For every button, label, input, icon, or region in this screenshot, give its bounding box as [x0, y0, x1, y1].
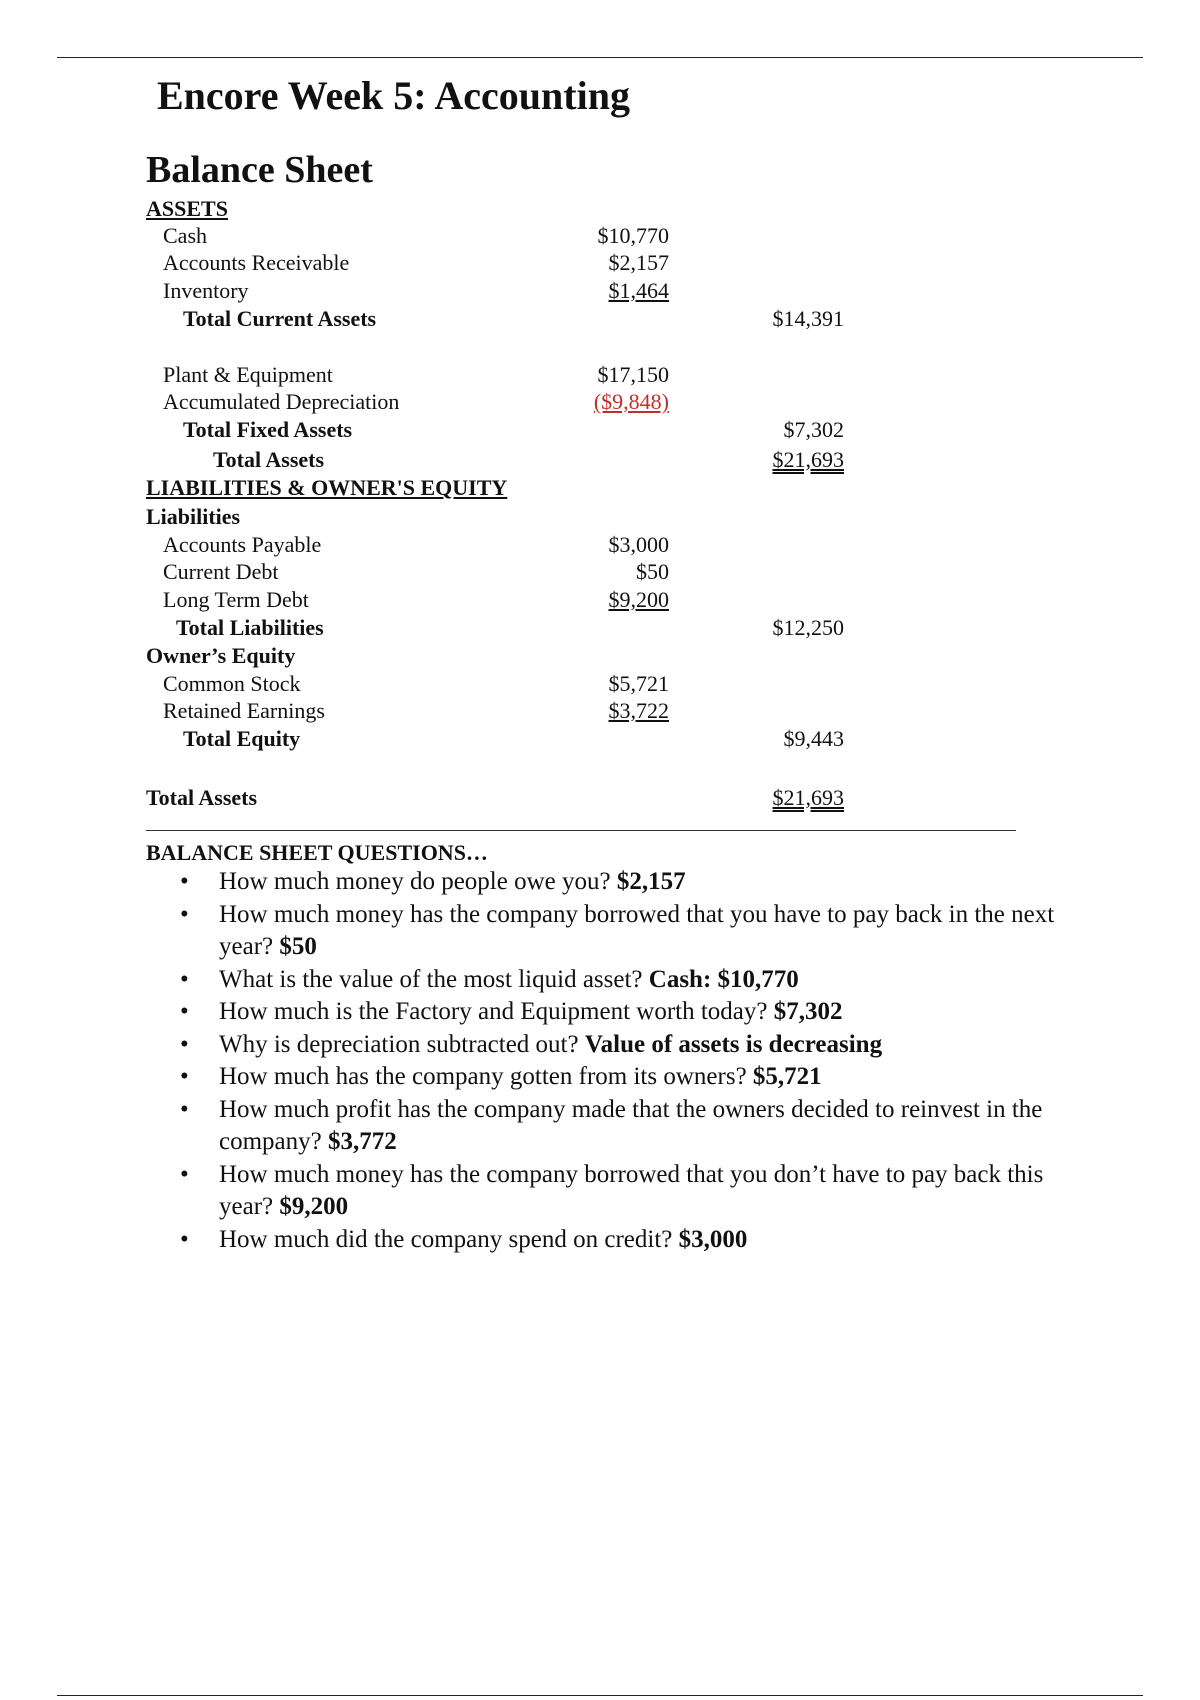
answer-text: Value of assets is decreasing [584, 1030, 883, 1058]
total-equity-value: $9,443 [783, 726, 844, 751]
question-item [180, 1029, 1080, 1062]
cash-value: $10,770 [597, 223, 669, 248]
cash-row [0, 223, 1200, 249]
total-fixed-assets-label: Total Fixed Assets [183, 417, 353, 442]
inventory-label: Inventory [163, 278, 249, 303]
bullet: • [180, 998, 189, 1025]
total-assets-row [0, 447, 1200, 473]
total-fixed-assets-value: $7,302 [783, 417, 844, 442]
bullet: • [180, 965, 189, 993]
total-equity-row [0, 726, 1200, 752]
question-item [180, 866, 1080, 899]
inventory-row [0, 278, 1200, 304]
accounts-payable-value: $3,000 [608, 532, 669, 557]
cash-label: Cash [163, 223, 207, 248]
accounts-payable-row [0, 532, 1200, 558]
long-term-debt-value: $9,200 [608, 587, 669, 612]
answer-text: $2,157 [616, 868, 686, 895]
common-stock-label: Common Stock [163, 671, 301, 696]
question-text: How much money has the company borrowed that you have to pay back in the next year? [219, 900, 1055, 960]
liabilities-heading-row [0, 504, 1200, 530]
bullet: • [180, 868, 189, 895]
total-current-assets-row [0, 306, 1200, 332]
question-text: What is the value of the most liquid asset? [219, 965, 643, 993]
liabilities-equity-heading-row [0, 475, 1200, 501]
question-item [180, 1094, 1080, 1159]
plant-equipment-value: $17,150 [597, 362, 669, 387]
inventory-value: $1,464 [608, 278, 669, 303]
answer-text: $9,200 [279, 1193, 349, 1220]
question-item [180, 1061, 1080, 1094]
total-liabilities-label: Total Liabilities [176, 615, 324, 640]
questions-list [180, 866, 1080, 1256]
question-item [180, 996, 1080, 1029]
accumulated-depreciation-row [0, 389, 1200, 415]
balance-sheet-title: Balance Sheet [146, 149, 373, 191]
accumulated-depreciation-value: ($9,848) [593, 389, 669, 414]
grand-total-value: $21,693 [772, 785, 844, 810]
question-text: How much money has the company borrowed that you don’t have to pay back this year? [219, 1160, 1044, 1220]
common-stock-row [0, 671, 1200, 697]
answer-text: $50 [279, 933, 317, 960]
top-rule [57, 57, 1143, 58]
bullet: • [180, 1160, 189, 1188]
current-debt-row [0, 559, 1200, 585]
total-assets-label: Total Assets [213, 447, 325, 472]
question-text: How much money do people owe you? [219, 868, 611, 895]
answer-text: $5,721 [752, 1063, 822, 1090]
grand-total-row [0, 785, 1200, 811]
accounts-receivable-value: $2,157 [608, 250, 669, 275]
answer-text: $3,772 [327, 1128, 397, 1155]
equity-heading-row [0, 643, 1200, 669]
answer-text: $7,302 [773, 998, 843, 1025]
current-debt-value: $50 [636, 559, 669, 584]
question-text: How much is the Factory and Equipment worth today? [219, 998, 768, 1025]
question-item [180, 1159, 1080, 1224]
page-title: Encore Week 5: Accounting [157, 73, 630, 118]
question-item [180, 1224, 1080, 1257]
total-current-assets-label: Total Current Assets [183, 306, 377, 331]
bullet: • [180, 1063, 189, 1090]
accumulated-depreciation-label: Accumulated Depreciation [163, 389, 400, 414]
bullet: • [180, 1225, 189, 1253]
total-fixed-assets-row [0, 417, 1200, 443]
retained-earnings-value: $3,722 [608, 698, 669, 723]
plant-equipment-row [0, 362, 1200, 388]
total-liabilities-row [0, 615, 1200, 641]
question-text: Why is depreciation subtracted out? [219, 1030, 579, 1058]
retained-earnings-row [0, 698, 1200, 724]
liabilities-equity-heading: LIABILITIES & OWNER'S EQUITY [146, 475, 508, 500]
total-liabilities-value: $12,250 [772, 615, 844, 640]
current-debt-label: Current Debt [163, 559, 279, 584]
total-equity-label: Total Equity [183, 726, 301, 751]
liabilities-heading: Liabilities [146, 504, 241, 529]
grand-total-label: Total Assets [146, 785, 258, 810]
assets-heading: ASSETS [146, 196, 228, 221]
answer-text: $3,000 [678, 1225, 748, 1253]
section-divider [146, 830, 1016, 831]
question-text: How much has the company gotten from its owners? [219, 1063, 747, 1090]
bullet: • [180, 1095, 189, 1123]
accounts-receivable-row [0, 250, 1200, 276]
long-term-debt-row [0, 587, 1200, 613]
answer-text: Cash: $10,770 [648, 965, 799, 993]
question-text: How much did the company spend on credit? [219, 1225, 673, 1253]
plant-equipment-label: Plant & Equipment [163, 362, 333, 387]
total-assets-value: $21,693 [772, 447, 844, 472]
total-current-assets-value: $14,391 [772, 306, 844, 331]
question-item [180, 899, 1080, 964]
bullet: • [180, 1030, 189, 1058]
accounts-receivable-label: Accounts Receivable [163, 250, 350, 275]
assets-heading-row [0, 196, 1200, 222]
equity-heading: Owner’s Equity [146, 643, 296, 668]
bullet: • [180, 900, 189, 928]
long-term-debt-label: Long Term Debt [163, 587, 309, 612]
accounts-payable-label: Accounts Payable [163, 532, 322, 557]
question-item [180, 964, 1080, 997]
common-stock-value: $5,721 [608, 671, 669, 696]
question-text: How much profit has the company made that the owners decided to reinvest in the company? [219, 1095, 1043, 1155]
retained-earnings-label: Retained Earnings [163, 698, 325, 723]
questions-heading: BALANCE SHEET QUESTIONS… [146, 840, 488, 865]
bottom-rule [57, 1695, 1143, 1696]
